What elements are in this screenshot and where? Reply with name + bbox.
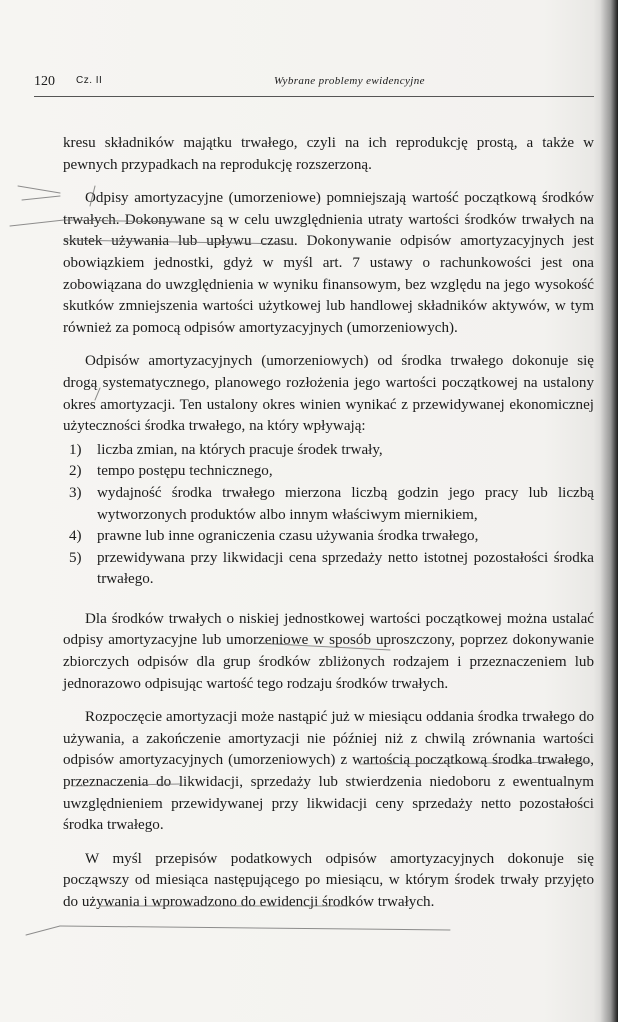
paragraph-odpisy: Odpisy amortyzacyjne (umorzeniowe) pomniejszają wartość początkową środków trwałych. Dokonywane są w celu uwzględnienia utraty wartości środków trwałych na skutek używania lub upływu czasu. Dokonywanie odpisów amortyzacyjnych jest obowiązkiem jednostki, gdyż w myśl art. 7 ustawy o rachunkowości jest ona zobowiązana do uwzględnienia w wyniku finansowym, bez względu na jego wysokość skutków zmniejszenia wartości użytkowej lub handlowej składników aktywów, w tym również za pomocą odpisów amortyzacyjnych (umorzeniowych). bbox=[63, 190, 594, 336]
list-item-number: 4) bbox=[69, 528, 82, 545]
underline-mark bbox=[60, 926, 450, 930]
paragraph-start-amortization: Rozpoczęcie amortyzacji może nastąpić już w miesiącu oddania środka trwałego do używania, a zakończenie amortyzacji nie później niż z chwilą zrównania wartości odpisów amortyzacyjnych (umorzeniowych) z wartością początkową środka trwałego, przeznaczenia do likwidacji, sprzedaży lub stwierdzenia niedoboru z ewentualnym uwzględnieniem przewidywanej przy likwidacji ceny sprzedaży netto pozostałości środka trwałego. bbox=[63, 709, 594, 834]
list-item bbox=[63, 483, 594, 526]
list-item bbox=[63, 440, 594, 462]
list-item-number: 3) bbox=[69, 484, 82, 501]
list-item-text: tempo postępu technicznego, bbox=[97, 463, 273, 480]
paragraph-systematic: Odpisów amortyzacyjnych (umorzeniowych) od środka trwałego dokonuje się drogą systematycznego, planowego rozłożenia jego wartości początkowej na ustalony okres amortyzacji. Ten ustalony okres winien wynikać z przewidywanej ekonomicznej użyteczności środka trwałego, na który wpływają: bbox=[63, 353, 594, 435]
list-item-text: przewidywana przy likwidacji cena sprzedaży netto istotnej pozostałości środka trwałego. bbox=[97, 549, 594, 588]
page-gutter-shadow bbox=[600, 0, 618, 1022]
list-item-text: liczba zmian, na których pracuje środek trwały, bbox=[97, 441, 383, 458]
factors-list bbox=[63, 440, 594, 591]
list-item bbox=[63, 526, 594, 548]
paragraph-tax-rules: W myśl przepisów podatkowych odpisów amortyzacyjnych dokonuje się począwszy od miesiąca następującego po miesiącu, w którym środek trwały przyjęto do używania i wprowadzono do ewidencji środków trwałych. bbox=[63, 850, 594, 910]
list-item-number: 5) bbox=[69, 549, 82, 566]
page-body bbox=[63, 133, 594, 914]
paragraph-continuation: kresu składników majątku trwałego, czyli na ich reprodukcję prostą, a także w pewnych przypadkach na reprodukcję rozszerzoną. bbox=[63, 135, 594, 173]
margin-stroke-mark bbox=[26, 926, 60, 935]
running-title: Wybrane problemy ewidencyjne bbox=[274, 75, 425, 87]
paragraph-low-value: Dla środków trwałych o niskiej jednostkowej wartości początkowej można ustalać odpisy amortyzacyjne lub umorzeniowe w sposób uproszczony, poprzez dokonywanie zbiorczych odpisów dla grup środków zbliżonych rodzajem i przeznaczeniem lub jednorazowo odpisując wartość tego rodzaju środków trwałych. bbox=[63, 610, 594, 692]
list-item-number: 2) bbox=[69, 463, 82, 480]
list-item-number: 1) bbox=[69, 441, 82, 458]
list-item bbox=[63, 461, 594, 483]
header-rule bbox=[34, 96, 594, 97]
list-item-text: prawne lub inne ograniczenia czasu używania środka trwałego, bbox=[97, 528, 479, 545]
page-number: 120 bbox=[34, 74, 55, 89]
margin-stroke-mark bbox=[10, 220, 64, 226]
margin-arrow-mark bbox=[18, 186, 60, 193]
page-header bbox=[34, 72, 594, 94]
list-item-text: wydajność środka trwałego mierzona liczbą godzin jego pracy lub liczbą wytworzonych produktów albo innym właściwym miernikiem, bbox=[97, 484, 594, 523]
chapter-label: Cz. II bbox=[76, 75, 103, 86]
list-item bbox=[63, 548, 594, 591]
margin-arrow-mark bbox=[22, 196, 60, 200]
